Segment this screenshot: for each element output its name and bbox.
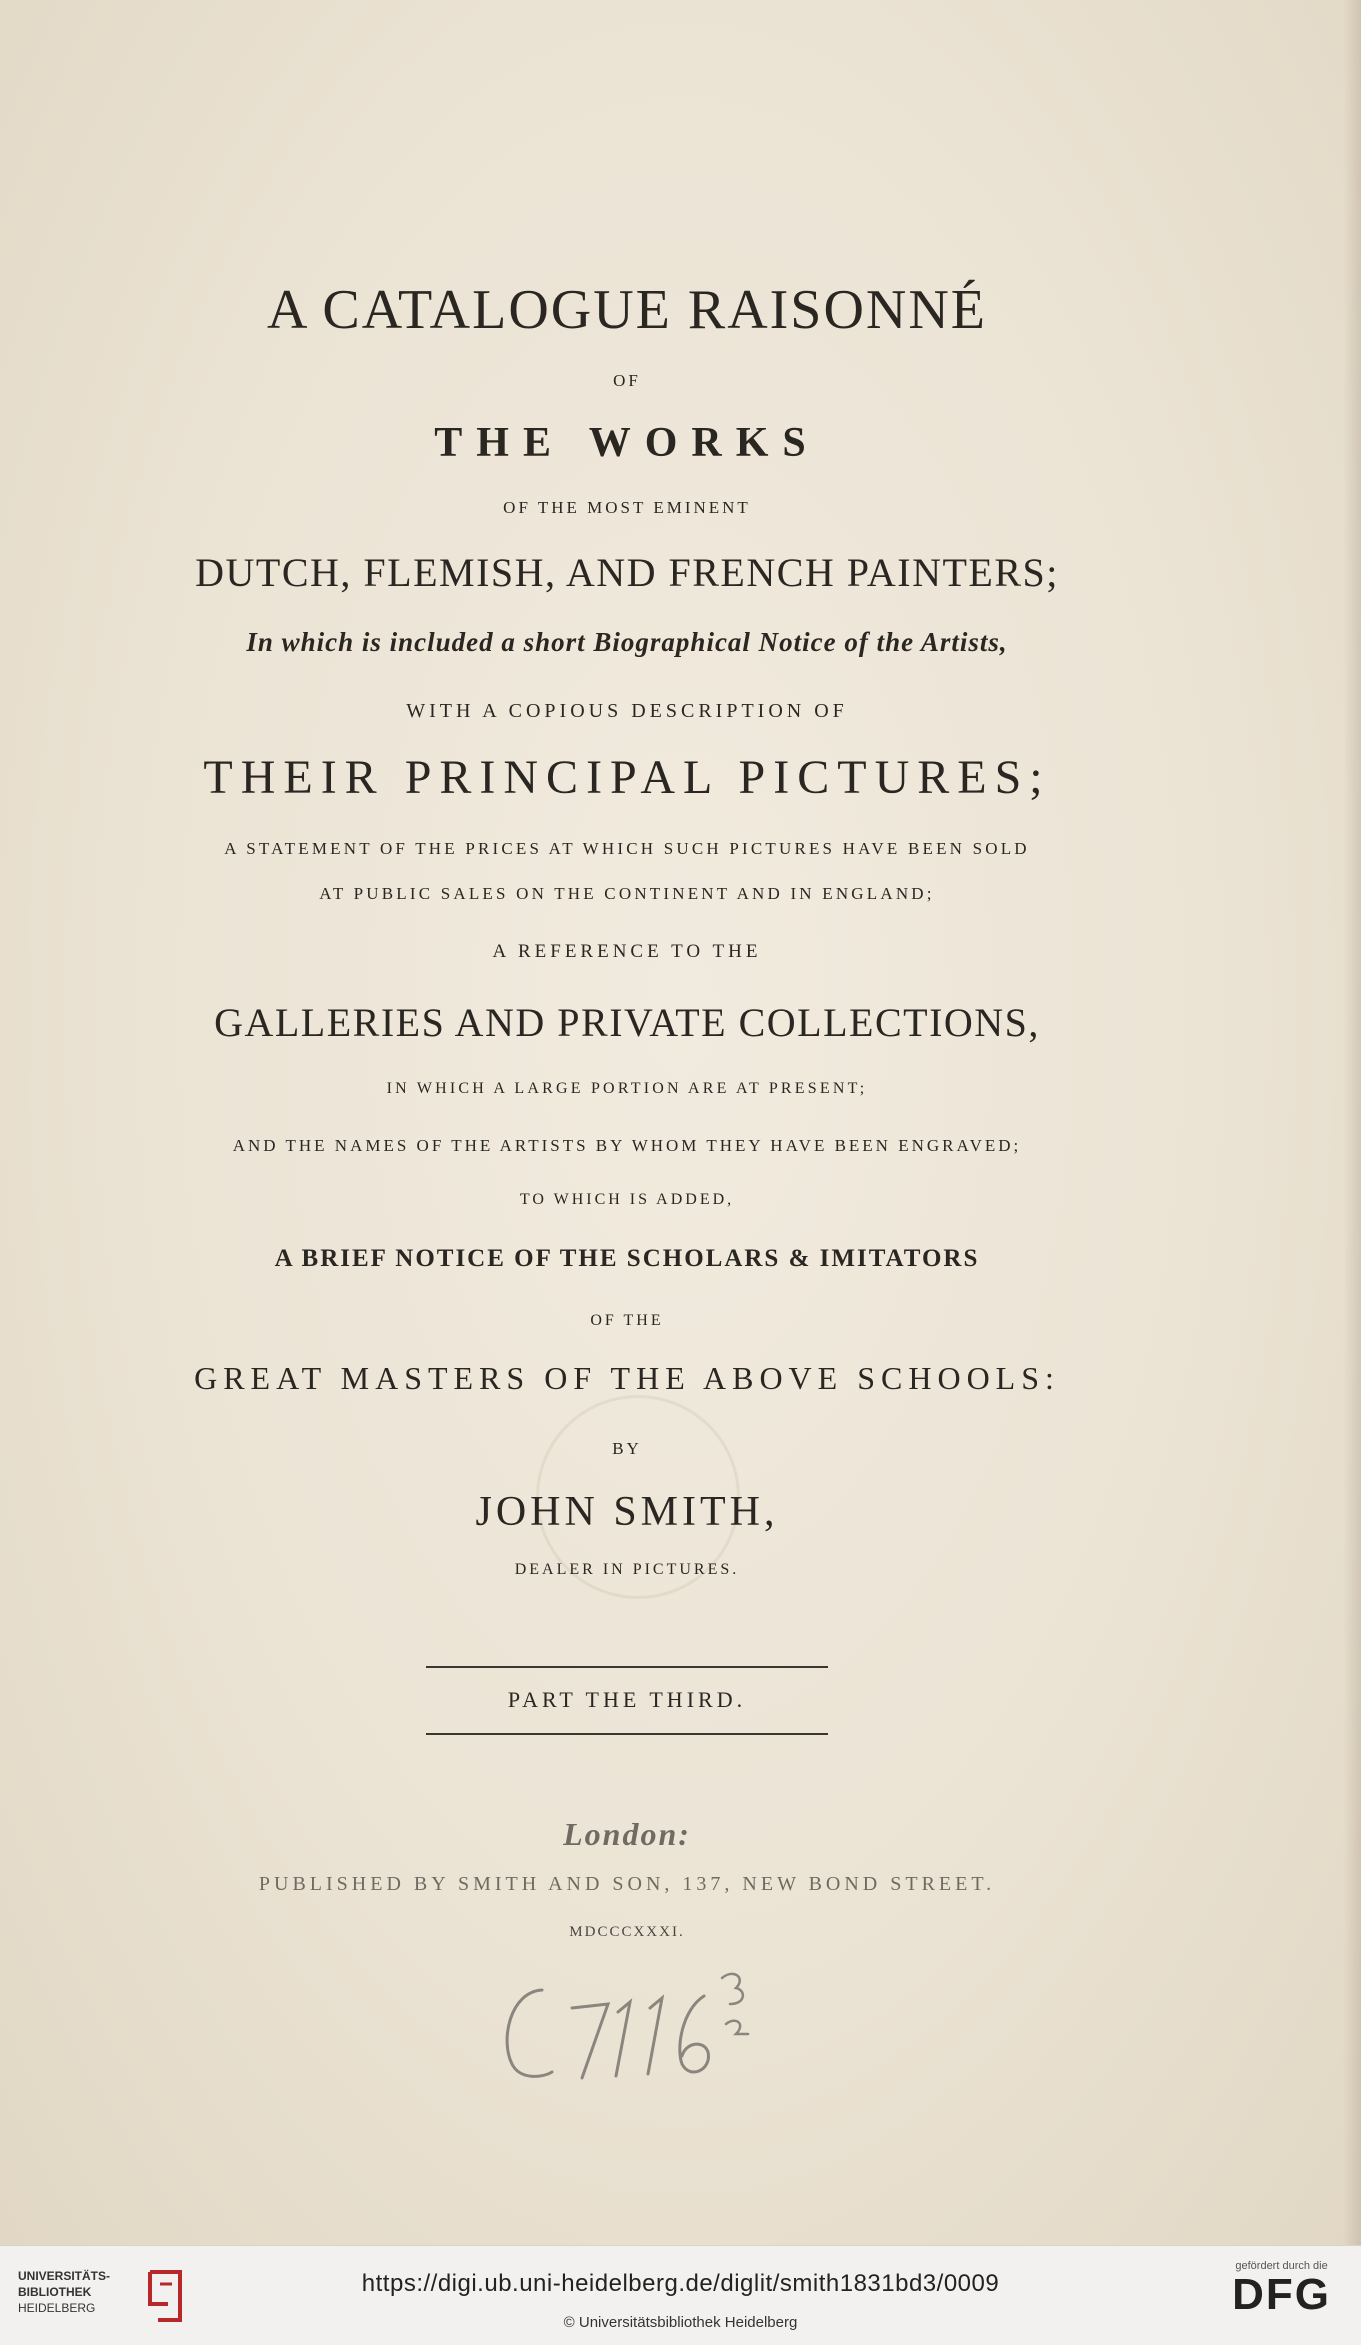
funder-block bbox=[1232, 2260, 1331, 2318]
title-great-masters: GREAT MASTERS OF THE ABOVE SCHOOLS: bbox=[194, 1360, 1060, 1396]
title-added: TO WHICH IS ADDED, bbox=[519, 1191, 735, 1208]
title-most-eminent: OF THE MOST EMINENT bbox=[503, 498, 751, 517]
divider-bottom bbox=[426, 1733, 828, 1735]
book-title: A CATALOGUE RAISONNÉ bbox=[267, 279, 987, 341]
volume-part: PART THE THIRD. bbox=[507, 1687, 747, 1712]
title-of-the: OF THE bbox=[590, 1312, 664, 1329]
funder-label: gefördert durch die bbox=[1235, 2260, 1328, 2272]
title-large-portion: IN WHICH A LARGE PORTION ARE AT PRESENT; bbox=[386, 1080, 868, 1097]
copyright-notice: © Universitätsbibliothek Heidelberg bbox=[563, 2314, 798, 2331]
digitization-footer bbox=[0, 2245, 1361, 2345]
title-the-works: THE WORKS bbox=[434, 420, 820, 466]
divider-top bbox=[426, 1666, 828, 1668]
title-galleries: GALLERIES AND PRIVATE COLLECTIONS, bbox=[214, 1000, 1040, 1045]
title-painters: DUTCH, FLEMISH, AND FRENCH PAINTERS; bbox=[195, 550, 1059, 595]
imprint-place: London: bbox=[563, 1816, 691, 1852]
title-statement: A STATEMENT OF THE PRICES AT WHICH SUCH PICTURES HAVE BEEN SOLD bbox=[224, 839, 1030, 858]
title-principal-pictures: THEIR PRINCIPAL PICTURES; bbox=[203, 751, 1051, 804]
imprint-publisher: PUBLISHED BY SMITH AND SON, 137, NEW BOND STREET. bbox=[258, 1873, 996, 1895]
library-name: UNIVERSITÄTS- BIBLIOTHEK HEIDELBERG bbox=[18, 2269, 111, 2315]
title-reference: A REFERENCE TO THE bbox=[492, 941, 762, 962]
title-brief-notice: A BRIEF NOTICE OF THE SCHOLARS & IMITATORS bbox=[274, 1245, 980, 1272]
permalink-url[interactable]: https://digi.ub.uni-heidelberg.de/diglit/smith1831bd3/0009 bbox=[361, 2270, 1000, 2297]
title-by: BY bbox=[612, 1439, 642, 1458]
title-copious-description: WITH A COPIOUS DESCRIPTION OF bbox=[406, 700, 848, 722]
title-public-sales: AT PUBLIC SALES ON THE CONTINENT AND IN ENGLAND; bbox=[319, 884, 935, 903]
title-connector-of: OF bbox=[613, 371, 641, 390]
title-engravers: AND THE NAMES OF THE ARTISTS BY WHOM THEY HAVE BEEN ENGRAVED; bbox=[232, 1136, 1022, 1155]
title-biographical-notice: In which is included a short Biographical Notice of the Artists, bbox=[246, 627, 1008, 657]
author-role: DEALER IN PICTURES. bbox=[514, 1561, 740, 1578]
dfg-logo: DFG bbox=[1232, 2270, 1331, 2319]
author-name: JOHN SMITH, bbox=[475, 1489, 779, 1535]
imprint-date: MDCCCXXXI. bbox=[569, 1924, 685, 1940]
handwritten-shelfmark bbox=[490, 1960, 770, 2100]
